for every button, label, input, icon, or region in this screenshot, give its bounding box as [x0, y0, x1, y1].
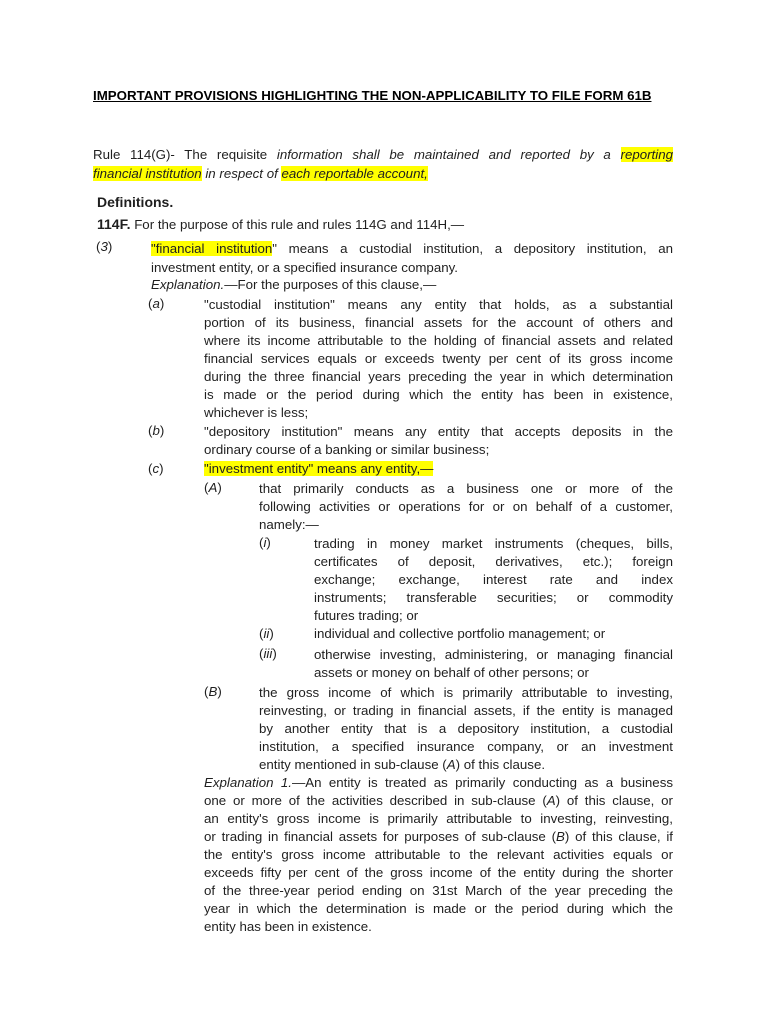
sub-iii-label: (iii) [259, 646, 277, 661]
sub-iii-text: otherwise investing, administering, or managing financial assets or money on behalf of other persons; or [314, 647, 673, 680]
rule-114f-number: 114F. [97, 216, 131, 232]
highlight-financial-institution-term: "financial institution [151, 241, 273, 256]
rule-114f-line [97, 216, 464, 232]
sub-a-label: (a) [148, 296, 165, 311]
sub-i-text: trading in money market instruments (cheques, bills, certificates of deposit, derivatives, etc.); foreign exchange; exchange, interest rate and index instruments; transferable securities; or commodity futures trading; or [314, 536, 673, 623]
document-title: IMPORTANT PROVISIONS HIGHLIGHTING THE NON-APPLICABILITY TO FILE FORM 61B [93, 88, 652, 103]
sub-a-text: "custodial institution" means any entity that holds, as a substantial portion of its business, financial assets for the account of others and where its income attributable to the holding of financial assets and related financial services equals or exceeds twenty per cent of its gross income during the three financial years preceding the year in which determination is made or the period during which the entity has been in existence, whichever is less; [204, 297, 673, 420]
sub-B-text: the gross income of which is primarily attributable to investing, reinvesting, or trading in financial assets, if the entity is managed by another entity that is a depository institution, a custodial institution, a specified insurance company, or an investment entity mentioned in sub-clause (A) of this clause. [259, 685, 673, 772]
sub-c-label: (c) [148, 461, 164, 476]
sub-ii-text: individual and collective portfolio management; or [314, 626, 606, 641]
highlight-reporting: reporting [620, 147, 673, 162]
explanation-1-paragraph: Explanation 1.—An entity is treated as primarily conducting as a business one or more of the activities described in sub-clause (A) of this clause, or an entity's gross income is primarily attributable to investing, reinvesting, or trading in financial assets for purposes of sub-clause (B) of this clause, if the entity's gross income attributable to the relevant activities equals or exceeds fifty per cent of the gross income of the entity during the shorter of the three-year period ending on 31st March of the year preceding the year in which the determination is made or the period during which the entity has been in existence. [204, 775, 673, 934]
highlight-each-reportable-account: each reportable account, [281, 166, 428, 181]
sub-b-label: (b) [148, 423, 165, 438]
sub-b-text: "depository institution" means any entity that accepts deposits in the ordinary course of a banking or similar business; [204, 424, 673, 457]
sub-A-text: that primarily conducts as a business one or more of the following activities or operations for or on behalf of a customer, namely:— [259, 481, 673, 532]
highlight-investment-entity: "investment entity" means any entity,— [204, 461, 434, 476]
highlight-financial-institution: financial institution [93, 166, 202, 181]
rule-114g-line-1 [93, 145, 673, 164]
sub-c-text [204, 461, 433, 476]
rule-114g-italic-2: in respect of [201, 166, 282, 181]
sub-i-label: (i) [259, 535, 271, 550]
sub-ii-label: (ii) [259, 626, 274, 641]
rule-114f-text: For the purpose of this rule and rules 114G and 114H,— [134, 217, 465, 232]
explanation-line: Explanation.—For the purposes of this clause,— [151, 277, 437, 292]
rule-114g-paragraph [93, 145, 673, 183]
rule-114g-italic-1: information shall be maintained and reported by a [276, 147, 621, 162]
sub-A-label: (A) [204, 480, 222, 495]
sub-B-label: (B) [204, 684, 222, 699]
rule-114g-lead: Rule 114(G)- The requisite [93, 147, 277, 162]
definitions-heading: Definitions. [97, 194, 174, 210]
clause-3-label: (3) [96, 239, 113, 254]
rule-114g-line-2 [93, 164, 673, 183]
clause-3-text: "financial institution" means a custodial institution, a depository institution, an investment entity, or a specified insurance company. [151, 241, 673, 275]
